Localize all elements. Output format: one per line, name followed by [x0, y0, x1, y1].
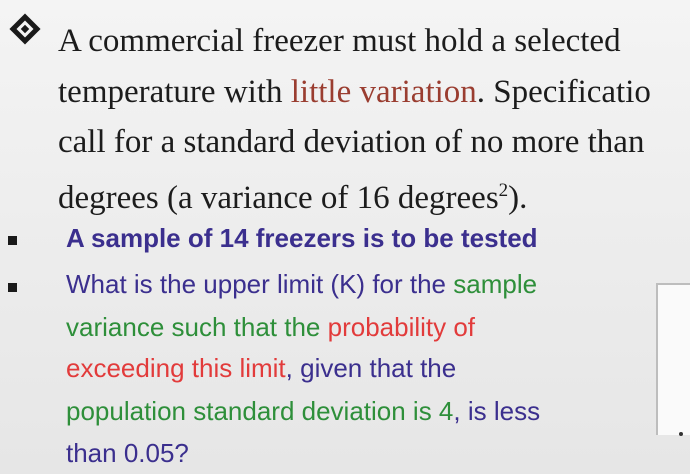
bullet-2-line-2: [66, 310, 475, 344]
text: probability of: [327, 312, 476, 342]
text: variance such that the: [66, 312, 328, 342]
square-bullet-icon: [8, 236, 17, 245]
highlight-text: little variation: [290, 74, 477, 110]
text: What is the upper limit (K) for the: [66, 269, 454, 299]
diamond-bullet-icon: [9, 13, 40, 44]
text: than 0.05?: [66, 438, 189, 468]
bullet-2-line-4: [66, 394, 540, 428]
bullet-2-line-3: [66, 351, 456, 385]
text: , given that the: [285, 353, 457, 383]
text: exceeding this limit: [66, 353, 286, 383]
side-dot: [679, 432, 683, 436]
paragraph-line-1: [58, 21, 621, 61]
text: call for a standard deviation of no more than: [58, 124, 645, 160]
bullet-2-line-5: [66, 436, 189, 470]
text: population standard deviation is 4: [66, 396, 454, 426]
bullet-1-text: A sample of 14 freezers is to be tested: [66, 223, 538, 253]
text: . Specificatio: [476, 74, 651, 110]
text: A commercial freezer must hold a selected: [58, 23, 621, 59]
superscript: 2: [498, 180, 509, 201]
square-bullet-icon: [8, 283, 17, 292]
text: sample: [453, 269, 538, 299]
bullet-2-line-1: [66, 267, 537, 301]
text: , is less: [453, 396, 541, 426]
text: ).: [508, 180, 528, 216]
paragraph-line-4: [58, 171, 527, 218]
text: degrees (a variance of 16 degrees: [58, 180, 499, 216]
text: temperature with: [58, 74, 291, 110]
paragraph-line-2: [58, 72, 651, 112]
side-panel: [656, 283, 690, 435]
paragraph-line-3: [58, 122, 644, 162]
